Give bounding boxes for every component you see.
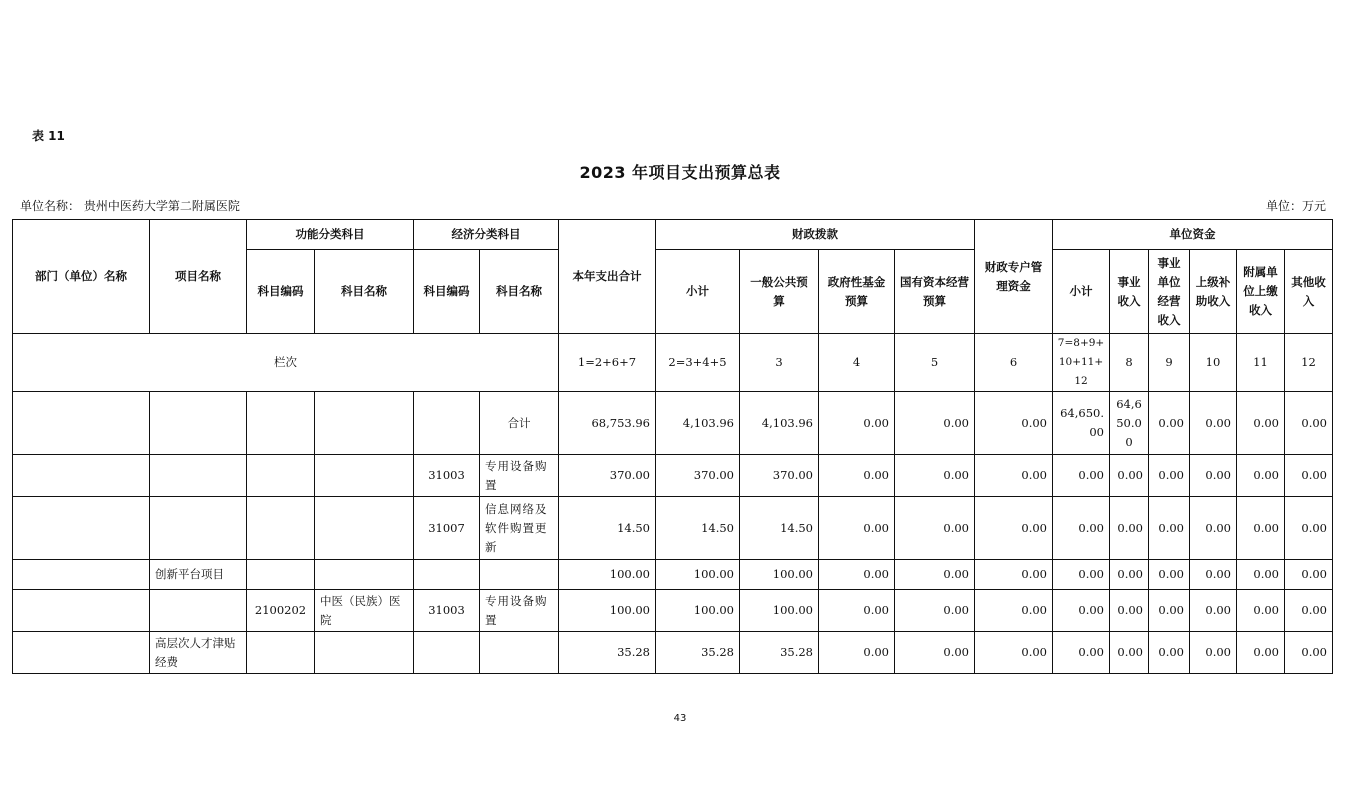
cell-value-6: 0.00 (975, 497, 1053, 560)
index-row (13, 334, 1333, 392)
cell-value-3: 14.50 (740, 497, 819, 560)
header-career-income: 事业收入 (1110, 250, 1149, 334)
cell-project (150, 392, 247, 455)
cell-value-2: 100.00 (656, 590, 740, 632)
index-col-5: 5 (895, 334, 975, 392)
cell-value-5: 0.00 (895, 497, 975, 560)
cell-value-6: 0.00 (975, 455, 1053, 497)
index-col-4: 4 (819, 334, 895, 392)
cell-value-11: 0.00 (1237, 590, 1285, 632)
header-superior-subsidy: 上级补助收入 (1190, 250, 1237, 334)
cell-value-12: 0.00 (1285, 455, 1333, 497)
header-econ-name: 科目名称 (480, 250, 559, 334)
cell-value-3: 100.00 (740, 590, 819, 632)
cell-value-4: 0.00 (819, 455, 895, 497)
cell-value-11: 0.00 (1237, 392, 1285, 455)
page-title: 2023 年项目支出预算总表 (579, 163, 781, 182)
unit-name-label: 单位名称： 贵州中医药大学第二附属医院 (20, 199, 240, 213)
cell-value-8: 0.00 (1110, 590, 1149, 632)
table-row (13, 590, 1333, 632)
cell-value-4: 0.00 (819, 392, 895, 455)
header-dept-name: 部门（单位）名称 (13, 220, 150, 334)
header-row-1 (13, 220, 1333, 250)
cell-func-code (247, 392, 315, 455)
cell-value-3: 4,103.96 (740, 392, 819, 455)
header-general-budget: 一般公共预算 (740, 250, 819, 334)
cell-func-name (315, 455, 414, 497)
cell-econ-name (480, 632, 559, 674)
header-economic-class: 经济分类科目 (414, 220, 559, 250)
cell-econ-name: 专用设备购置 (480, 455, 559, 497)
cell-value-10: 0.00 (1190, 392, 1237, 455)
cell-value-9: 0.00 (1149, 497, 1190, 560)
cell-value-3: 100.00 (740, 560, 819, 590)
page-number: 43 (673, 713, 687, 724)
cell-func-name (315, 560, 414, 590)
cell-value-6: 0.00 (975, 560, 1053, 590)
cell-econ-name (480, 560, 559, 590)
table-row (13, 497, 1333, 560)
index-col-7: 7=8+9+10+11+12 (1053, 334, 1110, 392)
cell-value-8: 64,650.00 (1110, 392, 1149, 455)
header-other-income: 其他收入 (1285, 250, 1333, 334)
cell-value-4: 0.00 (819, 560, 895, 590)
cell-value-7: 0.00 (1053, 455, 1110, 497)
cell-func-code: 2100202 (247, 590, 315, 632)
index-col-9: 9 (1149, 334, 1190, 392)
cell-value-5: 0.00 (895, 392, 975, 455)
cell-econ-code (414, 632, 480, 674)
cell-value-7: 64,650.00 (1053, 392, 1110, 455)
header-affiliated-income: 附属单位上缴收入 (1237, 250, 1285, 334)
cell-func-code (247, 497, 315, 560)
cell-value-11: 0.00 (1237, 497, 1285, 560)
cell-value-11: 0.00 (1237, 455, 1285, 497)
cell-value-1: 370.00 (559, 455, 656, 497)
cell-value-12: 0.00 (1285, 497, 1333, 560)
header-career-op-income: 事业单位经营收入 (1149, 250, 1190, 334)
index-col-8: 8 (1110, 334, 1149, 392)
cell-value-11: 0.00 (1237, 632, 1285, 674)
header-func-name: 科目名称 (315, 250, 414, 334)
cell-value-9: 0.00 (1149, 392, 1190, 455)
cell-value-4: 0.00 (819, 590, 895, 632)
index-col-6: 6 (975, 334, 1053, 392)
header-func-code: 科目编码 (247, 250, 315, 334)
cell-value-5: 0.00 (895, 560, 975, 590)
header-state-capital: 国有资本经营预算 (895, 250, 975, 334)
cell-value-1: 100.00 (559, 560, 656, 590)
cell-value-6: 0.00 (975, 590, 1053, 632)
cell-econ-code: 31003 (414, 455, 480, 497)
cell-value-6: 0.00 (975, 632, 1053, 674)
table-row (13, 392, 1333, 455)
cell-dept (13, 392, 150, 455)
cell-value-10: 0.00 (1190, 455, 1237, 497)
cell-dept (13, 497, 150, 560)
header-function-class: 功能分类科目 (247, 220, 414, 250)
cell-func-name (315, 497, 414, 560)
cell-value-9: 0.00 (1149, 455, 1190, 497)
cell-project (150, 590, 247, 632)
cell-value-6: 0.00 (975, 392, 1053, 455)
index-col-2: 2=3+4+5 (656, 334, 740, 392)
cell-project: 创新平台项目 (150, 560, 247, 590)
cell-econ-code: 31003 (414, 590, 480, 632)
table-row (13, 560, 1333, 590)
cell-value-2: 35.28 (656, 632, 740, 674)
cell-value-1: 14.50 (559, 497, 656, 560)
header-special-fund: 财政专户管理资金 (975, 220, 1053, 334)
cell-project (150, 455, 247, 497)
cell-value-7: 0.00 (1053, 590, 1110, 632)
cell-func-code (247, 560, 315, 590)
project-expenditure-table (12, 219, 1333, 674)
index-col-3: 3 (740, 334, 819, 392)
cell-value-5: 0.00 (895, 632, 975, 674)
cell-econ-code (414, 392, 480, 455)
cell-value-1: 100.00 (559, 590, 656, 632)
cell-value-7: 0.00 (1053, 497, 1110, 560)
cell-value-3: 370.00 (740, 455, 819, 497)
index-col-11: 11 (1237, 334, 1285, 392)
header-unit-fund: 单位资金 (1053, 220, 1333, 250)
cell-project (150, 497, 247, 560)
cell-value-4: 0.00 (819, 632, 895, 674)
cell-econ-name: 合计 (480, 392, 559, 455)
cell-dept (13, 560, 150, 590)
cell-dept (13, 455, 150, 497)
header-econ-code: 科目编码 (414, 250, 480, 334)
cell-dept (13, 632, 150, 674)
index-col-12: 12 (1285, 334, 1333, 392)
cell-value-7: 0.00 (1053, 560, 1110, 590)
cell-value-1: 68,753.96 (559, 392, 656, 455)
cell-value-5: 0.00 (895, 590, 975, 632)
cell-func-code (247, 632, 315, 674)
cell-value-2: 4,103.96 (656, 392, 740, 455)
cell-value-12: 0.00 (1285, 560, 1333, 590)
table-row (13, 632, 1333, 674)
cell-func-name (315, 632, 414, 674)
cell-value-8: 0.00 (1110, 560, 1149, 590)
cell-func-name (315, 392, 414, 455)
cell-project: 高层次人才津贴经费 (150, 632, 247, 674)
cell-value-11: 0.00 (1237, 560, 1285, 590)
cell-econ-code (414, 560, 480, 590)
cell-econ-name: 信息网络及软件购置更新 (480, 497, 559, 560)
table-number-label: 表 11 (32, 129, 65, 143)
header-gov-fund: 政府性基金预算 (819, 250, 895, 334)
cell-func-code (247, 455, 315, 497)
cell-value-10: 0.00 (1190, 632, 1237, 674)
index-col-10: 10 (1190, 334, 1237, 392)
cell-value-7: 0.00 (1053, 632, 1110, 674)
cell-value-2: 370.00 (656, 455, 740, 497)
cell-econ-name: 专用设备购置 (480, 590, 559, 632)
cell-value-8: 0.00 (1110, 632, 1149, 674)
cell-value-9: 0.00 (1149, 590, 1190, 632)
header-fiscal: 财政拨款 (656, 220, 975, 250)
cell-value-3: 35.28 (740, 632, 819, 674)
cell-value-1: 35.28 (559, 632, 656, 674)
cell-func-name: 中医（民族）医院 (315, 590, 414, 632)
header-fiscal-subtotal: 小计 (656, 250, 740, 334)
header-total: 本年支出合计 (559, 220, 656, 334)
currency-unit-label: 单位：万元 (1265, 199, 1326, 213)
cell-value-10: 0.00 (1190, 590, 1237, 632)
cell-dept (13, 590, 150, 632)
cell-value-2: 14.50 (656, 497, 740, 560)
cell-value-9: 0.00 (1149, 632, 1190, 674)
index-col-1: 1=2+6+7 (559, 334, 656, 392)
cell-value-8: 0.00 (1110, 497, 1149, 560)
cell-value-10: 0.00 (1190, 560, 1237, 590)
cell-value-9: 0.00 (1149, 560, 1190, 590)
cell-econ-code: 31007 (414, 497, 480, 560)
cell-value-5: 0.00 (895, 455, 975, 497)
header-project-name: 项目名称 (150, 220, 247, 334)
table-row (13, 455, 1333, 497)
index-label: 栏次 (13, 334, 559, 392)
cell-value-12: 0.00 (1285, 392, 1333, 455)
cell-value-12: 0.00 (1285, 632, 1333, 674)
cell-value-2: 100.00 (656, 560, 740, 590)
cell-value-12: 0.00 (1285, 590, 1333, 632)
cell-value-8: 0.00 (1110, 455, 1149, 497)
header-unit-subtotal: 小计 (1053, 250, 1110, 334)
cell-value-10: 0.00 (1190, 497, 1237, 560)
cell-value-4: 0.00 (819, 497, 895, 560)
